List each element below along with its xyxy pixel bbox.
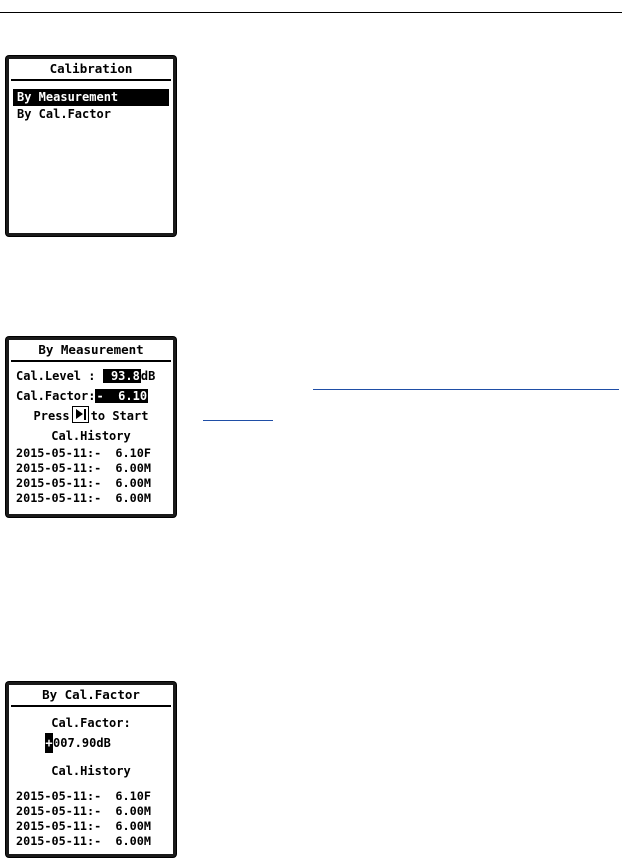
by-cal-factor-screen — [6, 682, 176, 857]
cal-factor-row — [9, 386, 173, 406]
cal-factor-label: Cal.Factor: — [16, 389, 96, 403]
history-row: 2015-05-11:- 6.00M — [16, 834, 151, 848]
history-title: Cal.History — [51, 764, 131, 778]
menu-item-by-cal-factor[interactable]: By Cal.Factor — [17, 107, 111, 121]
press-label: Press — [33, 409, 70, 423]
cal-level-value[interactable]: 93.8 — [103, 369, 140, 383]
calibration-menu — [9, 89, 173, 123]
history-row: 2015-05-11:- 6.10F — [16, 789, 151, 803]
play-pause-icon — [72, 406, 89, 423]
press-to-start-row — [9, 406, 173, 426]
history-row: 2015-05-11:- 6.10F — [16, 446, 151, 460]
cal-level-label: Cal.Level : — [16, 369, 96, 383]
history-title: Cal.History — [51, 429, 131, 443]
cal-factor-value[interactable]: - 6.10 — [96, 389, 148, 403]
history-row: 2015-05-11:- 6.00M — [16, 804, 151, 818]
page-top-rule — [0, 12, 622, 13]
screen-title: Calibration — [11, 59, 171, 81]
calibration-menu-screen — [6, 56, 176, 236]
hyperlink-underline[interactable] — [203, 420, 273, 421]
menu-item-by-measurement[interactable]: By Measurement — [13, 89, 169, 106]
history-row: 2015-05-11:- 6.00M — [16, 819, 151, 833]
screen-title: By Measurement — [11, 340, 171, 362]
history-row: 2015-05-11:- 6.00M — [16, 491, 151, 505]
by-measurement-screen — [6, 337, 176, 517]
history-row: 2015-05-11:- 6.00M — [16, 461, 151, 475]
start-label: to Start — [90, 409, 149, 423]
screen-title: By Cal.Factor — [11, 685, 171, 707]
sign-cursor[interactable]: + — [45, 733, 53, 753]
cal-factor-label: Cal.Factor: — [51, 716, 131, 730]
history-row: 2015-05-11:- 6.00M — [16, 476, 151, 490]
cal-level-row — [9, 366, 173, 386]
cal-level-unit: dB — [140, 369, 156, 383]
cal-factor-value: 007.90dB — [53, 736, 111, 750]
cal-factor-input[interactable] — [9, 733, 173, 753]
hyperlink-underline[interactable] — [313, 389, 619, 390]
